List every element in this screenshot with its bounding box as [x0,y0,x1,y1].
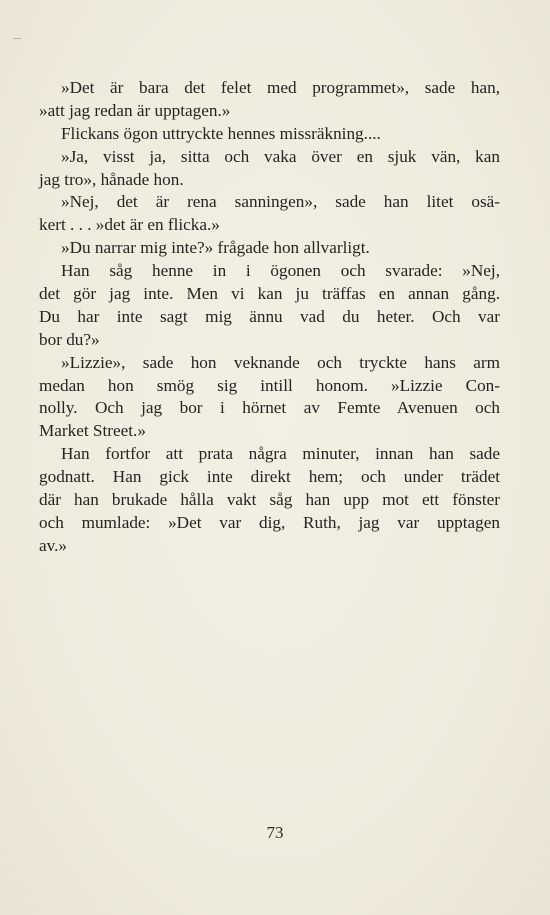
text-line: »Det är bara det felet med programmet», sade han, [61,78,500,97]
text-line: medan hon smög sig intill honom. »Lizzie Con- [39,375,500,395]
text-line: »att jag redan är upptagen.» [39,100,231,120]
text-line: bor du?» [39,329,100,349]
text-line: Market Street.» [39,421,146,441]
text-line: nolly. Och jag bor i hörnet av Femte Avenuen och [39,398,500,418]
text-line: det gör jag inte. Men vi kan ju träffas en annan gång. [39,284,500,304]
page-number: 73 [266,823,284,842]
text-line: av.» [39,535,67,555]
body-text [39,77,500,558]
text-line: där han brukade hålla vakt såg han upp mot ett fönster [39,490,500,510]
text-line: »Lizzie», sade hon veknande och tryckte hans arm [61,352,500,372]
text-line: godnatt. Han gick inte direkt hem; och under trädet [39,467,500,487]
text-line: jag tro», hånade hon. [39,169,184,189]
text-line: Flickans ögon uttryckte hennes missräkning.... [61,123,381,143]
text-line: kert . . . »det är en flicka.» [39,215,220,235]
text-line: »Nej, det är rena sanningen», sade han litet osä- [61,192,500,212]
text-line: Han fortfor att prata några minuter, innan han sade [61,444,500,464]
page-edge-mark [13,38,21,39]
text-line: »Du narrar mig inte?» frågade hon allvarligt. [61,238,370,258]
text-line: Du har inte sagt mig ännu vad du heter. Och var [39,306,500,326]
text-line: och mumlade: »Det var dig, Ruth, jag var upptagen [39,512,500,532]
text-line: »Ja, visst ja, sitta och vaka över en sjuk vän, kan [61,146,500,166]
text-line: Han såg henne in i ögonen och svarade: »Nej, [61,261,500,281]
